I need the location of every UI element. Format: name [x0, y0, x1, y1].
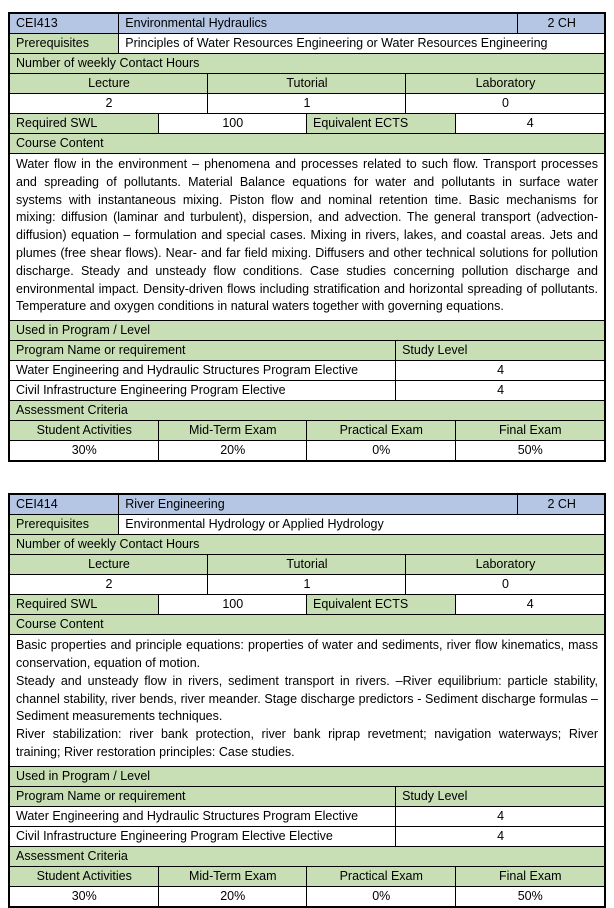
required-swl-value: 100	[159, 114, 308, 133]
required-swl-value: 100	[159, 595, 308, 614]
program-name: Civil Infrastructure Engineering Program Elective Elective	[10, 827, 396, 846]
equivalent-ects-value: 4	[526, 597, 534, 612]
assessment-value-cell: 20%	[159, 887, 308, 906]
study-level-value: 4	[497, 363, 505, 378]
course-content-header: Course Content	[10, 134, 604, 153]
assessment-header-cell: Mid-Term Exam	[159, 421, 308, 440]
required-swl-label: Required SWL	[10, 114, 159, 133]
contact-hours-header: Number of weekly Contact Hours	[10, 535, 604, 554]
used-in-program-header: Used in Program / Level	[10, 767, 604, 786]
assessment-header-cell: Student Activities	[10, 421, 159, 440]
course-header-row	[10, 14, 604, 34]
contact-hours-header: Number of weekly Contact Hours	[10, 54, 604, 73]
study-level-header: Study Level	[396, 341, 604, 360]
assessment-values-row	[10, 441, 604, 460]
tutorial-header: Tutorial	[208, 74, 406, 93]
used-in-program-row	[10, 321, 604, 341]
tutorial-hours: 1	[208, 94, 406, 113]
workload-row	[10, 595, 604, 615]
course-content-row	[10, 635, 604, 767]
contact-hours-labels-row	[10, 555, 604, 575]
assessment-header-cell: Practical Exam	[307, 867, 456, 886]
assessment-value-cell: 0%	[307, 441, 456, 460]
equivalent-ects-label: Equivalent ECTS	[307, 114, 456, 133]
study-level-value: 4	[497, 808, 505, 823]
prerequisites-row	[10, 34, 604, 54]
course-title: River Engineering	[119, 495, 518, 514]
lecture-hours: 2	[10, 94, 208, 113]
program-name: Civil Infrastructure Engineering Program Elective	[10, 381, 396, 400]
course-content-paragraph: River stabilization: river bank protection, river bank riprap revetment; navigation waterways; River training; River restoration principles: Case studies.	[16, 727, 598, 759]
assessment-header-cell: Mid-Term Exam	[159, 867, 308, 886]
laboratory-header: Laboratory	[406, 555, 604, 574]
assessment-criteria-row	[10, 847, 604, 867]
program-row	[10, 807, 604, 827]
study-level-header: Study Level	[396, 787, 604, 806]
laboratory-hours: 0	[501, 577, 509, 592]
contact-hours-labels-row	[10, 74, 604, 94]
equivalent-ects-label: Equivalent ECTS	[307, 595, 456, 614]
contact-hours-header-row	[10, 535, 604, 555]
contact-hours-values-row	[10, 94, 604, 114]
assessment-header-cell: Practical Exam	[307, 421, 456, 440]
prerequisites-label: Prerequisites	[10, 34, 119, 53]
equivalent-ects-value: 4	[526, 116, 534, 130]
lecture-hours: 2	[10, 575, 208, 594]
program-name-header: Program Name or requirement	[10, 787, 396, 806]
assessment-value-cell: 30%	[10, 887, 159, 906]
lecture-header: Lecture	[10, 74, 208, 93]
program-row	[10, 827, 604, 847]
credit-hours: 2 CH	[518, 14, 604, 33]
assessment-header-cell: Student Activities	[10, 867, 159, 886]
used-in-program-header: Used in Program / Level	[10, 321, 604, 340]
program-name: Water Engineering and Hydraulic Structures Program Elective	[10, 361, 396, 380]
program-table-header-row	[10, 787, 604, 807]
credit-hours: 2 CH	[518, 495, 604, 514]
program-name-header: Program Name or requirement	[10, 341, 396, 360]
study-level-value: 4	[497, 828, 505, 843]
course-content-paragraph: Water flow in the environment – phenomena and processes related to such flow. Transport processes and spreading of pollutants. Material Balance equations for water and pollutants in surface water systems with instantaneous mixing. Piston flow and nominal retention time. Basic mechanisms for mixing: diffusion (laminar and turbulent), dispersion, and advection. The general transport (advection-diffusion) equation – formulation and special cases. Mixing in rivers, lakes, and coastal areas. Jets and plumes (free shear flows). Near- and far field mixing. Diffusers and other technical solutions for pollution discharge. Steady and unsteady flow conditions. Case studies concerning pollution discharge and environmental impact. Density-driven flows including stratification and horizontal spreading of pollutants. Temperature and oxygen conditions in natural waters together with governing equations.	[16, 157, 598, 314]
course-content-text	[10, 635, 604, 766]
assessment-header-cell: Final Exam	[456, 421, 605, 440]
assessment-headers-row	[10, 421, 604, 441]
assessment-values-row	[10, 887, 604, 906]
assessment-value-cell: 50%	[517, 888, 543, 903]
course-code: CEI414	[10, 495, 119, 514]
assessment-value-cell: 50%	[517, 443, 543, 458]
program-row	[10, 381, 604, 401]
contact-hours-header-row	[10, 54, 604, 74]
assessment-headers-row	[10, 867, 604, 887]
course-content-text	[10, 154, 604, 320]
tutorial-header: Tutorial	[208, 555, 406, 574]
workload-row	[10, 114, 604, 134]
required-swl-label: Required SWL	[10, 595, 159, 614]
assessment-criteria-row	[10, 401, 604, 421]
program-row	[10, 361, 604, 381]
course-content-header-row	[10, 134, 604, 154]
prerequisites-value: Environmental Hydrology or Applied Hydrology	[125, 517, 384, 532]
assessment-criteria-header: Assessment Criteria	[10, 847, 604, 866]
course-content-header-row	[10, 615, 604, 635]
course-title: Environmental Hydraulics	[119, 14, 518, 33]
course-content-paragraph: Steady and unsteady flow in rivers, sediment transport in rivers. –River equilibrium: particle stability, channel stability, river bends, river meander. Stage discharge predictors - Sediment discharge formulas – Sediment measurements techniques.	[16, 673, 598, 724]
course-code: CEI413	[10, 14, 119, 33]
course-header-row	[10, 495, 604, 515]
laboratory-header: Laboratory	[406, 74, 604, 93]
used-in-program-row	[10, 767, 604, 787]
assessment-value-cell: 20%	[159, 441, 308, 460]
prerequisites-value: Principles of Water Resources Engineering or Water Resources Engineering	[125, 36, 548, 50]
lecture-header: Lecture	[10, 555, 208, 574]
prerequisites-label: Prerequisites	[10, 515, 119, 534]
assessment-value-cell: 30%	[10, 441, 159, 460]
program-table-header-row	[10, 341, 604, 361]
course-content-header: Course Content	[10, 615, 604, 634]
assessment-value-cell: 0%	[307, 887, 456, 906]
course-content-paragraph: Basic properties and principle equations: properties of water and sediments, river flow kinematics, mass conservation, equation of motion.	[16, 638, 598, 670]
assessment-header-cell: Final Exam	[456, 867, 605, 886]
contact-hours-values-row	[10, 575, 604, 595]
prerequisites-row	[10, 515, 604, 535]
laboratory-hours: 0	[501, 96, 509, 110]
study-level-value: 4	[497, 383, 505, 398]
course-content-row	[10, 154, 604, 321]
tutorial-hours: 1	[208, 575, 406, 594]
assessment-criteria-header: Assessment Criteria	[10, 401, 604, 420]
course-table-cei414	[8, 493, 606, 908]
course-table-cei413	[8, 12, 606, 462]
program-name: Water Engineering and Hydraulic Structures Program Elective	[10, 807, 396, 826]
